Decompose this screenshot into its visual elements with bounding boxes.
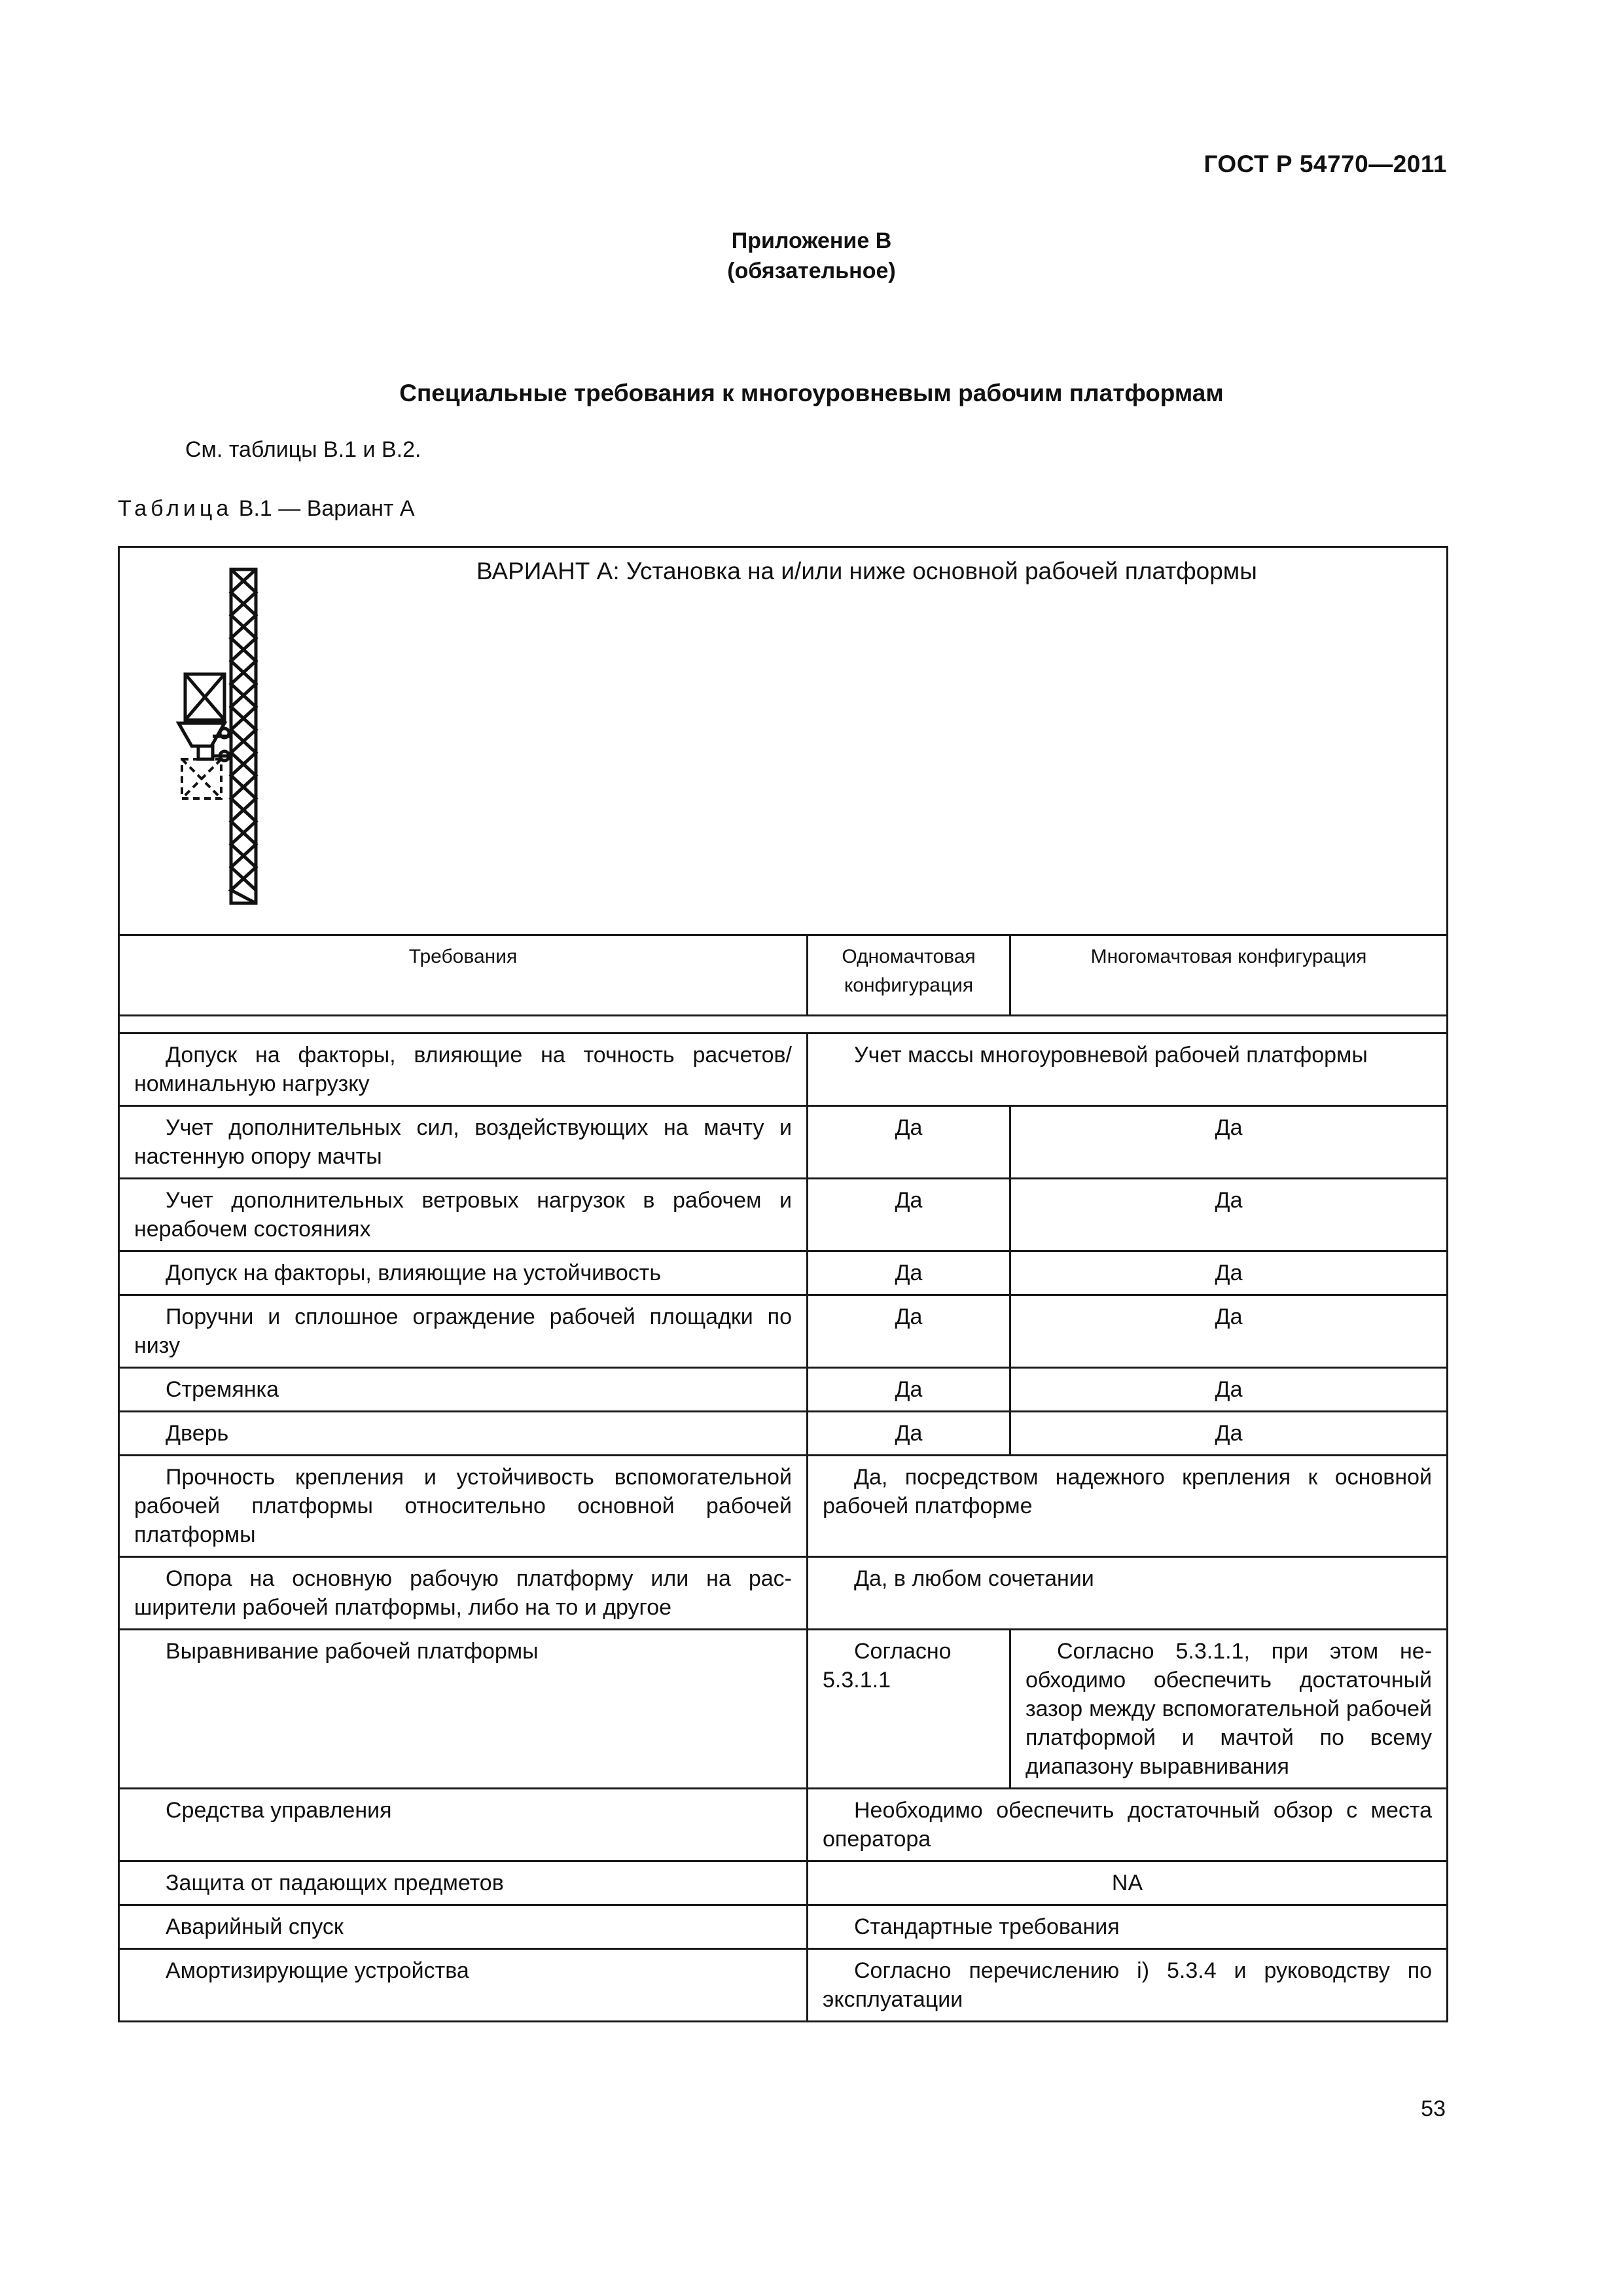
- multi-mast-cell: Согласно 5.3.1.1, при этом необходимо обеспечить достаточный зазор между вспомогательной рабочей платформой и мачтой по всему диапазону выравнивания: [1010, 1630, 1448, 1789]
- variant-row: [119, 547, 1448, 935]
- page-number: 53: [1421, 2096, 1446, 2121]
- table-row: [119, 1412, 1448, 1456]
- header-multi-mast: Многомачтовая конфигурация: [1010, 935, 1448, 1016]
- appendix-status: (обязательное): [727, 259, 896, 283]
- table-row: [119, 1630, 1448, 1789]
- appendix-heading: [0, 226, 1623, 286]
- multi-mast-cell: Да: [1010, 1295, 1448, 1368]
- requirement-cell: Стремянка: [119, 1368, 808, 1412]
- table-row: [119, 1557, 1448, 1630]
- requirement-cell: Учет дополнительных ветровых нагрузок в рабочем и нерабочем состояниях: [119, 1179, 808, 1251]
- multi-mast-cell: Да: [1010, 1251, 1448, 1295]
- merged-value-cell: Да, посредством надежного крепления к основной рабочей платформе: [808, 1456, 1448, 1557]
- multi-mast-cell: Да: [1010, 1412, 1448, 1456]
- table-row: [119, 1033, 1448, 1106]
- document-code: ГОСТ Р 54770—2011: [1204, 151, 1447, 177]
- section-title: Специальные требования к многоуровневым рабочим платформам: [399, 380, 1224, 406]
- requirement-cell: Допуск на факторы, влияющие на точность расчетов/ номинальную нагрузку: [119, 1033, 808, 1106]
- single-mast-cell: Да: [808, 1295, 1010, 1368]
- variant-title: ВАРИАНТ А: Установка на и/или ниже основной рабочей платформы: [476, 558, 1257, 584]
- single-mast-cell: Да: [808, 1412, 1010, 1456]
- multi-mast-cell: Да: [1010, 1106, 1448, 1179]
- multi-mast-cell: Да: [1010, 1368, 1448, 1412]
- requirement-cell: Защита от падающих предметов: [119, 1861, 808, 1905]
- requirement-cell: Аварийный спуск: [119, 1905, 808, 1949]
- requirement-cell: Учет дополнительных сил, воздействующих на мачту и настенную опору мачты: [119, 1106, 808, 1179]
- requirement-cell: Дверь: [119, 1412, 808, 1456]
- single-mast-cell: Согласно 5.3.1.1: [808, 1630, 1010, 1789]
- merged-value-cell: Согласно перечислению i) 5.3.4 и руководству по эксплуатации: [808, 1949, 1448, 2022]
- table-row: [119, 1456, 1448, 1557]
- single-mast-cell: Да: [808, 1251, 1010, 1295]
- variant-cell: [119, 547, 1448, 935]
- table-row: [119, 1949, 1448, 2022]
- single-mast-cell: Да: [808, 1368, 1010, 1412]
- table-row: [119, 1789, 1448, 1861]
- table-row: [119, 1106, 1448, 1179]
- merged-value-cell: Стандартные требования: [808, 1905, 1448, 1949]
- header-requirements: Требования: [119, 935, 808, 1016]
- table-row: [119, 1861, 1448, 1905]
- requirement-cell: Опора на основную рабочую платформу или на расширители рабочей платформы, либо на то и другое: [119, 1557, 808, 1630]
- merged-value-cell: Да, в любом сочетании: [808, 1557, 1448, 1630]
- single-mast-cell: Да: [808, 1179, 1010, 1251]
- merged-value-cell: Необходимо обеспечить достаточный обзор с места оператора: [808, 1789, 1448, 1861]
- merged-value-cell: Учет массы многоуровневой рабочей платформы: [808, 1033, 1448, 1106]
- merged-value-cell: NA: [808, 1861, 1448, 1905]
- appendix-label: Приложение В: [731, 228, 892, 253]
- multi-mast-cell: Да: [1010, 1179, 1448, 1251]
- table-caption-label: Таблица: [118, 496, 233, 521]
- requirements-table: [118, 546, 1448, 2022]
- header-single-mast: Одномачтовая конфигурация: [808, 935, 1010, 1016]
- requirement-cell: Выравнивание рабочей платформы: [119, 1630, 808, 1789]
- intro-text: См. таблицы В.1 и В.2.: [185, 437, 421, 462]
- table-caption-rest: В.1 — Вариант А: [238, 496, 415, 521]
- requirement-cell: Средства управления: [119, 1789, 808, 1861]
- requirement-cell: Допуск на факторы, влияющие на устойчивость: [119, 1251, 808, 1295]
- table-row: [119, 1905, 1448, 1949]
- requirement-cell: Амортизирующие устройства: [119, 1949, 808, 2022]
- requirement-cell: Прочность крепления и устойчивость вспомогательной рабочей платформы относительно основной рабочей платформы: [119, 1456, 808, 1557]
- requirement-cell: Поручни и сплошное ограждение рабочей площадки по низу: [119, 1295, 808, 1368]
- single-mast-cell: Да: [808, 1106, 1010, 1179]
- mast-platform-diagram: [172, 566, 303, 906]
- header-separator: [119, 1016, 1448, 1033]
- table-caption: [118, 496, 415, 522]
- table-row: [119, 1368, 1448, 1412]
- table-row: [119, 1295, 1448, 1368]
- table-row: [119, 1251, 1448, 1295]
- table-row: [119, 1179, 1448, 1251]
- table-header-row: [119, 935, 1448, 1016]
